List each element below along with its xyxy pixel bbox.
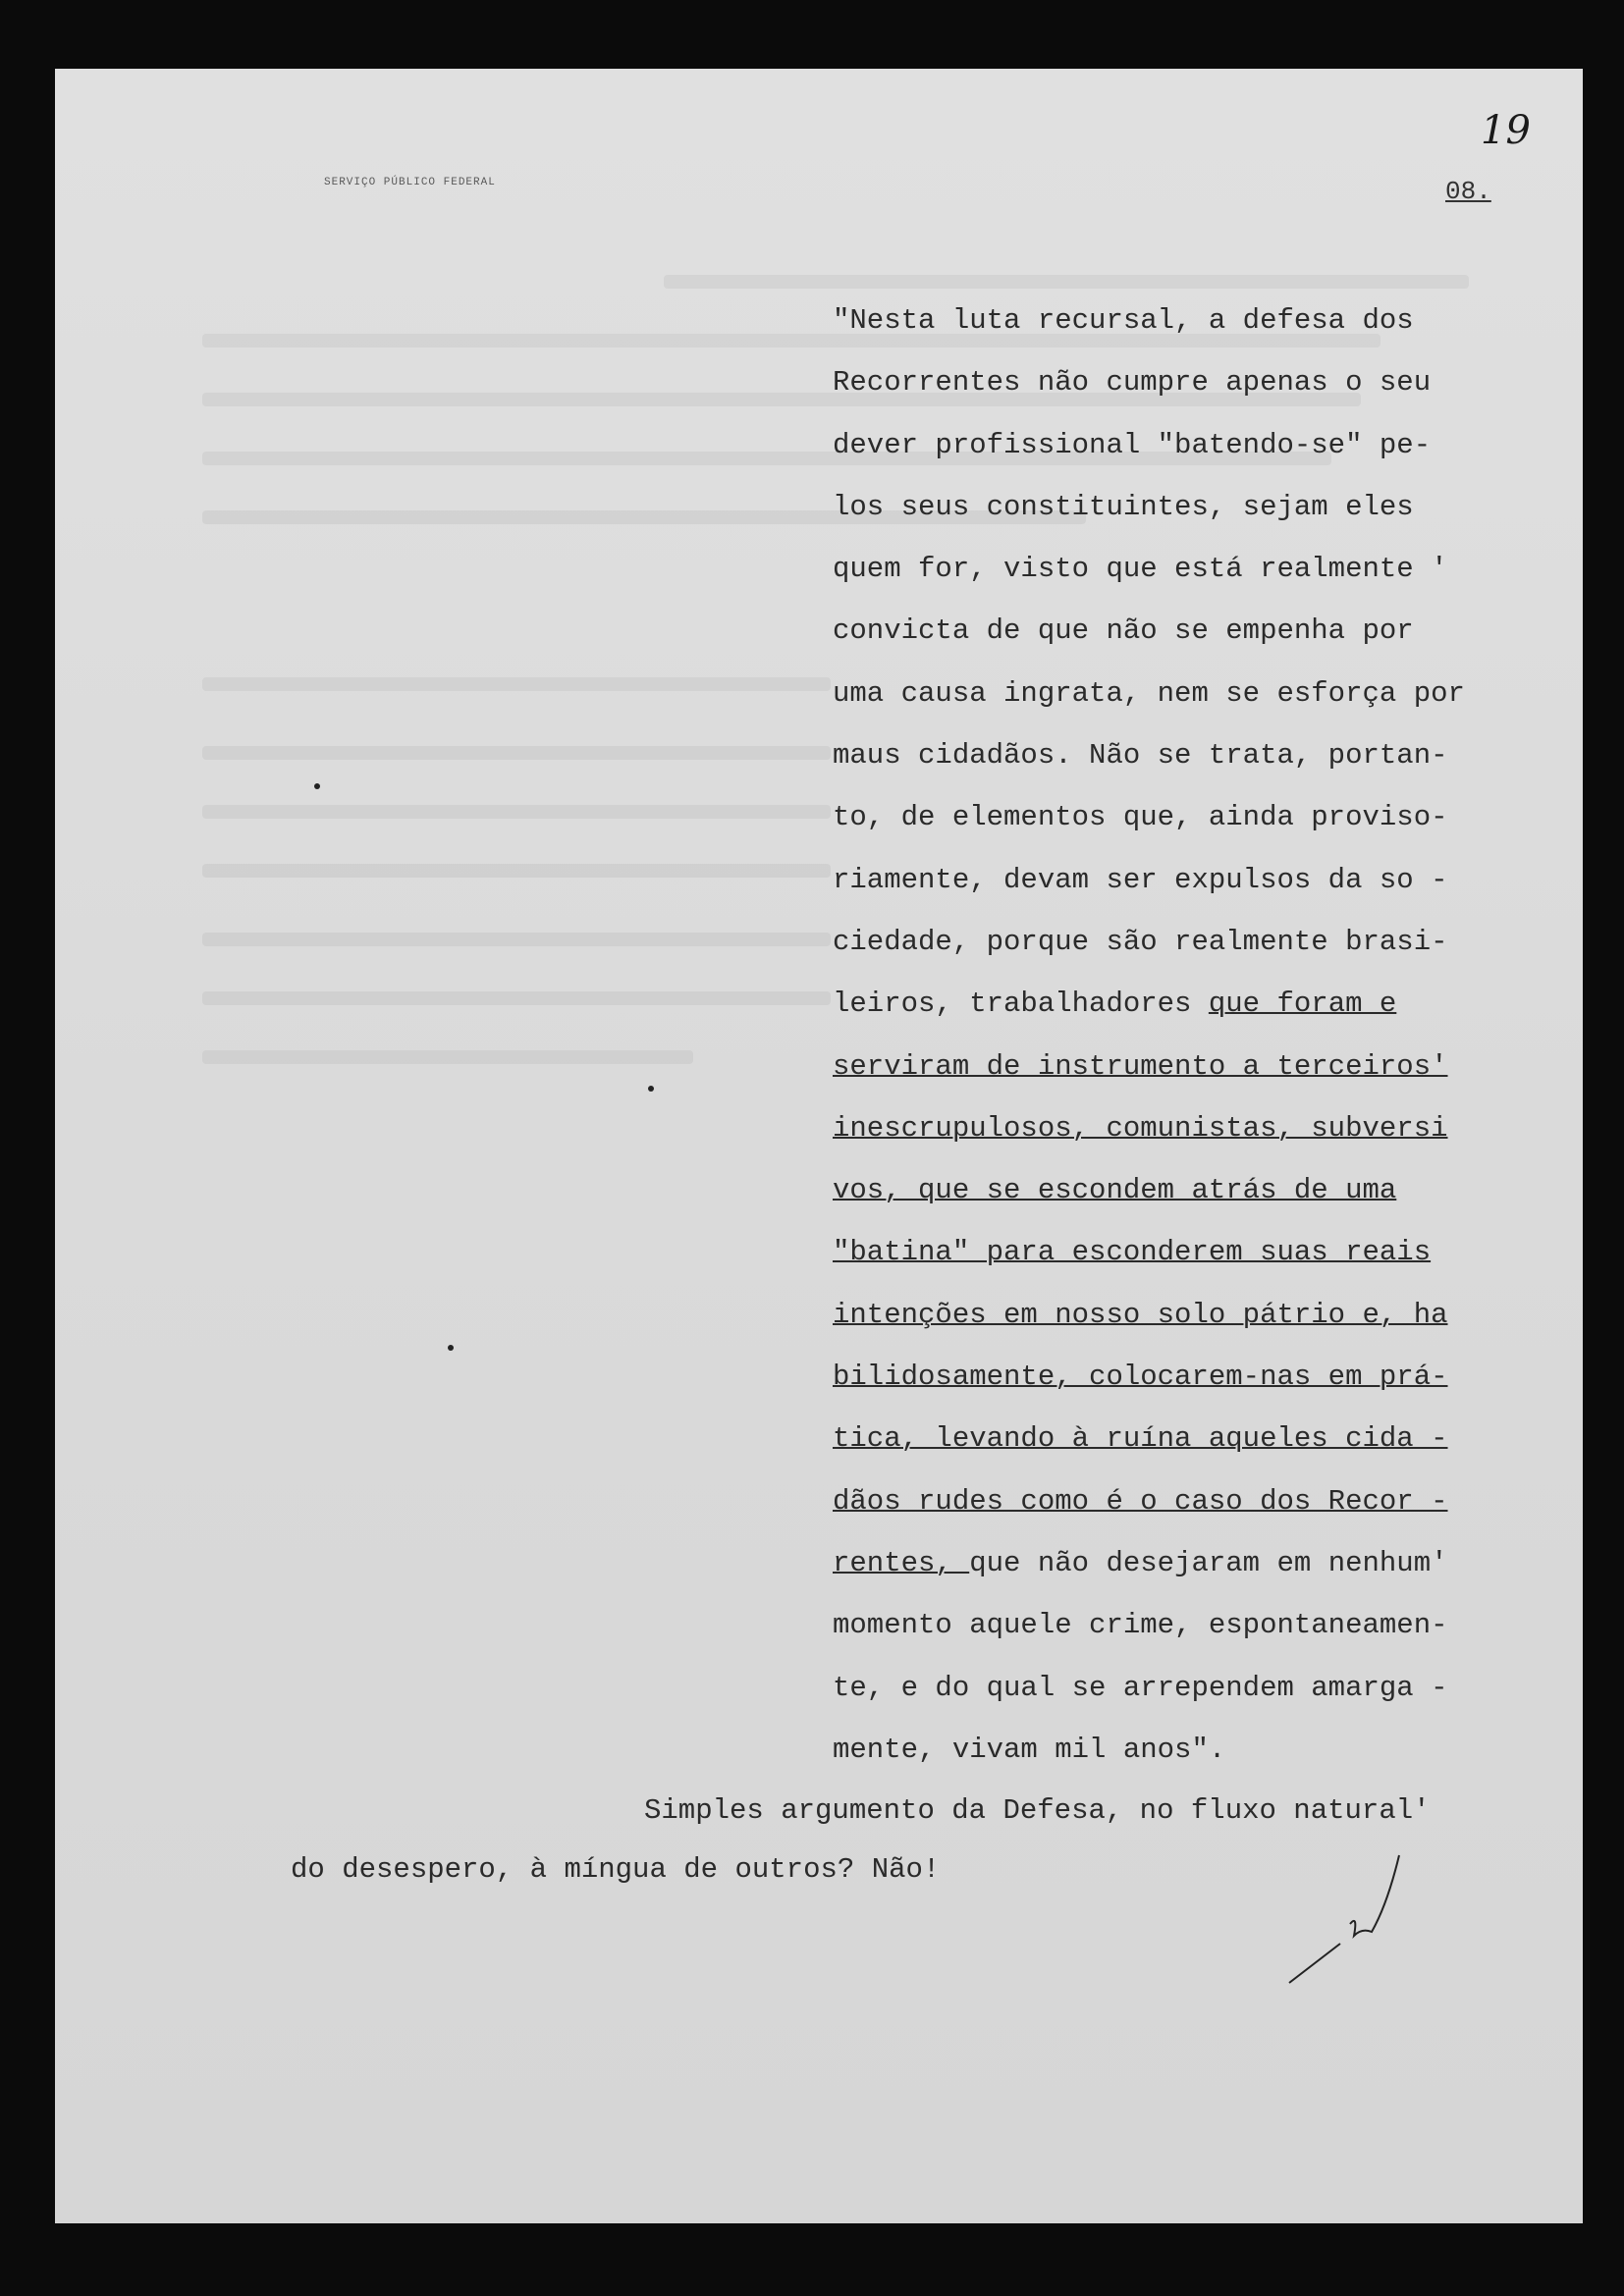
page-number: 08. (1445, 177, 1491, 206)
bleed-through (202, 1050, 693, 1064)
quote-line: serviram de instrumento a terceiros' (833, 1049, 1448, 1083)
quote-line: riamente, devam ser expulsos da so - (833, 863, 1448, 896)
quote-line: maus cidadãos. Não se trata, portan- (833, 739, 1448, 773)
quote-line: ciedade, porque são realmente brasi- (833, 925, 1448, 958)
bleed-through (202, 933, 831, 946)
quote-line: los seus constituintes, sejam eles (833, 490, 1414, 523)
quote-line: Recorrentes não cumpre apenas o seu (833, 366, 1432, 400)
ink-speck (648, 1086, 654, 1092)
quoted-passage (833, 299, 1506, 1790)
initials-signature (1281, 1845, 1458, 1993)
underlined-text: que foram e (1208, 988, 1397, 1021)
quote-line: inescrupulosos, comunistas, subversi (833, 1111, 1448, 1145)
quote-line: dãos rudes como é o caso dos Recor - (833, 1484, 1448, 1518)
quote-line: bilidosamente, colocarem-nas em prá- (833, 1361, 1448, 1394)
quote-line: convicta de que não se empenha por (833, 614, 1414, 648)
ink-speck (314, 783, 320, 789)
quote-line: "Nesta luta recursal, a defesa dos (833, 304, 1414, 337)
bleed-through (202, 677, 831, 691)
bleed-through (664, 275, 1469, 289)
closing-line-2: do desespero, à míngua de outros? Não! (291, 1853, 941, 1886)
document-page (55, 69, 1583, 2223)
quote-line: vos, que se escondem atrás de uma (833, 1174, 1397, 1207)
quote-line: te, e do qual se arrependem amarga - (833, 1671, 1448, 1704)
quote-line: mente, vivam mil anos". (833, 1733, 1226, 1766)
quote-line: uma causa ingrata, nem se esforça por (833, 676, 1465, 710)
quote-line: dever profissional "batendo-se" pe- (833, 428, 1432, 461)
bleed-through (202, 805, 831, 819)
bleed-through (202, 864, 831, 878)
quote-line: leiros, trabalhadores que foram e (833, 988, 1397, 1021)
quote-line: quem for, visto que está realmente ' (833, 553, 1448, 586)
closing-line-1: Simples argumento da Defesa, no fluxo natural' (644, 1794, 1431, 1827)
bleed-through (202, 991, 831, 1005)
quote-line: tica, levando à ruína aqueles cida - (833, 1422, 1448, 1456)
bleed-through (202, 746, 831, 760)
quote-line: momento aquele crime, espontaneamen- (833, 1609, 1448, 1642)
quote-line: to, de elementos que, ainda proviso- (833, 801, 1448, 834)
header-stamp: SERVIÇO PÚBLICO FEDERAL (324, 177, 496, 188)
quote-line: "batina" para esconderem suas reais (833, 1236, 1432, 1269)
quote-line: intenções em nosso solo pátrio e, ha (833, 1298, 1448, 1331)
quote-line: rentes, que não desejaram em nenhum' (833, 1546, 1448, 1579)
folio-number: 19 (1481, 108, 1531, 153)
ink-speck (448, 1345, 454, 1351)
